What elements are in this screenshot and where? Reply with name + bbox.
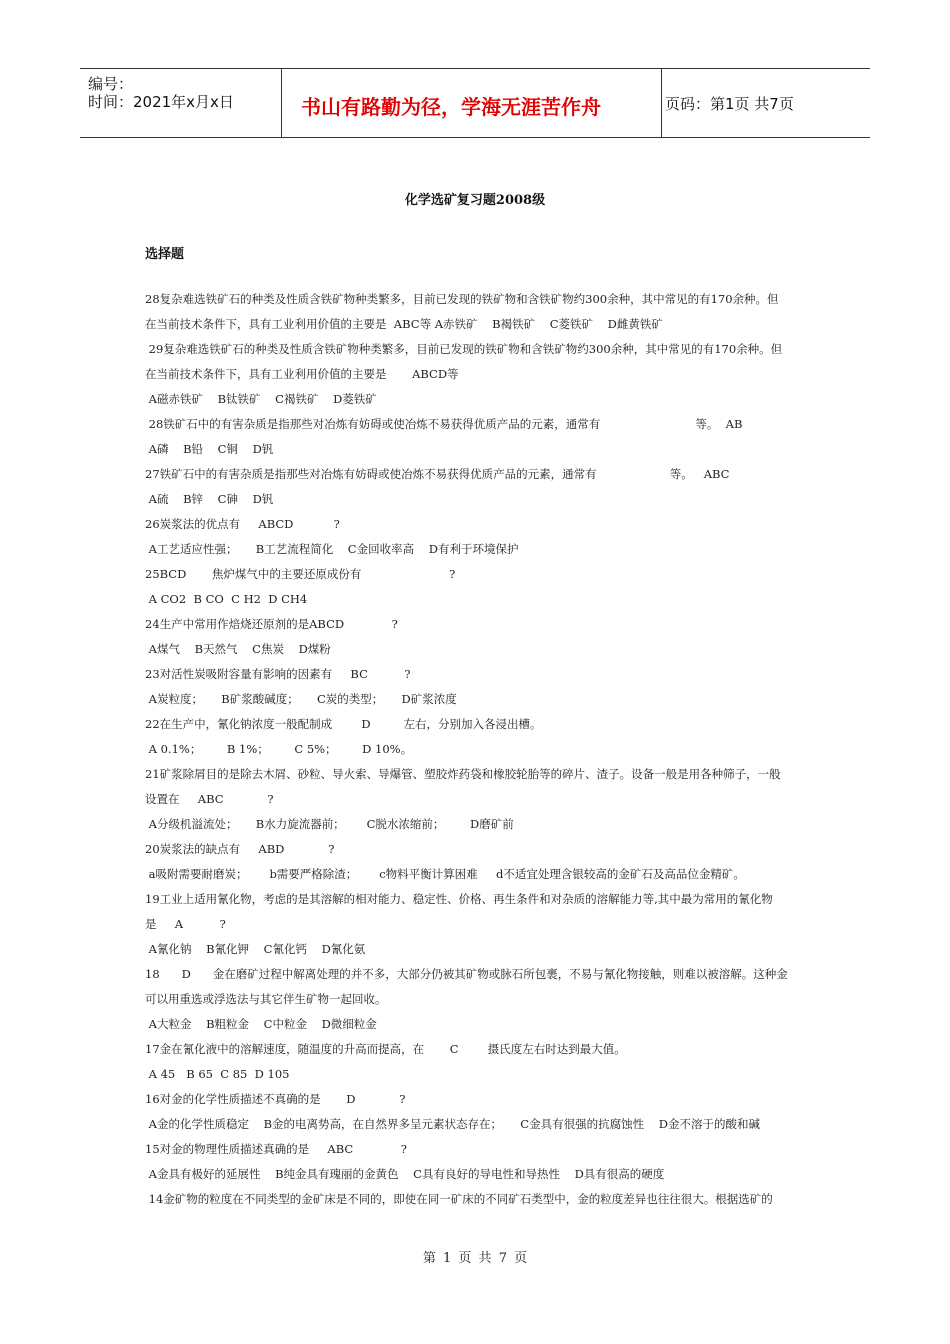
text-line: A磷 B铅 C铜 D钒 <box>145 442 274 456</box>
header-page-number: 页码：第1页 共7页 <box>665 95 794 113</box>
text-line: A氰化钠 B氰化钾 C氰化钙 D氰化氨 <box>145 942 366 956</box>
text-line: 27铁矿石中的有害杂质是指那些对冶炼有妨碍或使冶炼不易获得优质产品的元素，通常有 等。 ABC <box>145 467 730 481</box>
text-line: A CO2 B CO C H2 D CH4 <box>145 592 308 606</box>
text-line: 16对金的化学性质描述不真确的是 D ? <box>145 1092 406 1106</box>
header-info-cell <box>80 69 282 137</box>
text-line: 17金在氰化液中的溶解速度，随温度的升高而提高，在 C 摄氏度左右时达到最大值。 <box>145 1042 626 1056</box>
text-line: 25BCD 焦炉煤气中的主要还原成份有 ? <box>145 567 456 581</box>
text-line: A炭粒度； B矿浆酸碱度； C炭的类型； D矿浆浓度 <box>145 692 457 706</box>
header-motto: 书山有路勤为径，学海无涯苦作舟 <box>301 95 601 119</box>
text-line: 28铁矿石中的有害杂质是指那些对冶炼有妨碍或使冶炼不易获得优质产品的元素，通常有 等。 AB <box>145 417 743 431</box>
text-line: 28复杂难选铁矿石的种类及性质含铁矿物种类繁多，目前已发现的铁矿物和含铁矿物约300余种，其中常见的有170余种。但 <box>145 292 779 306</box>
text-line: 15对金的物理性质描述真确的是 ABC ? <box>145 1142 407 1156</box>
text-line: 21矿浆除屑目的是除去木屑、砂粒、导火索、导爆管、塑胶炸药袋和橡胶轮胎等的碎片、渣子。设备一般是用各种筛子，一般 <box>145 767 781 781</box>
text-line: 29复杂难选铁矿石的种类及性质含铁矿物种类繁多，目前已发现的铁矿物和含铁矿物约300余种，其中常见的有170余种。但 <box>145 342 783 356</box>
text-line: a吸附需要耐磨炭； b需要严格除渣； c物料平衡计算困难 d不适宜处理含银较高的金矿石及高品位金精矿。 <box>145 867 745 881</box>
text-line: 18 D 金在磨矿过程中解离处理的并不多，大部分仍被其矿物或脉石所包裹，不易与氰化物接触，则难以被溶解。这种金 <box>145 967 788 981</box>
page-footer: 第 1 页 共 7 页 <box>422 1251 528 1266</box>
header-number: 编号： <box>88 75 134 93</box>
text-line: A大粒金 B粗粒金 C中粒金 D微细粒金 <box>145 1017 377 1031</box>
text-line: 19工业上适用氰化物，考虑的是其溶解的相对能力、稳定性、价格、再生条件和对杂质的溶解能力等,其中最为常用的氰化物 <box>145 892 773 906</box>
text-line: 26炭浆法的优点有 ABCD ? <box>145 517 340 531</box>
text-line: 在当前技术条件下，具有工业利用价值的主要是 ABCD等 <box>145 367 459 381</box>
text-line: A工艺适应性强； B工艺流程简化 C金回收率高 D有利于环境保护 <box>145 542 519 556</box>
text-line: A硫 B锌 C砷 D钒 <box>145 492 274 506</box>
text-line: A 0.1%； B 1%； C 5%； D 10%。 <box>145 742 413 756</box>
text-line: A 45 B 65 C 85 D 105 <box>145 1067 290 1081</box>
header-page-cell <box>661 69 870 137</box>
text-line: 在当前技术条件下，具有工业利用价值的主要是 ABC等 A赤铁矿 B褐铁矿 C菱铁矿 D雌黄铁矿 <box>145 317 663 331</box>
text-line: 设置在 ABC ? <box>145 792 274 806</box>
text-line: 22在生产中，氰化钠浓度一般配制成 D 左右，分别加入各浸出槽。 <box>145 717 542 731</box>
header-motto-cell <box>281 69 662 137</box>
text-line: 20炭浆法的缺点有 ABD ? <box>145 842 335 856</box>
text-line: A分级机溢流处； B水力旋流器前； C脱水浓缩前； D磨矿前 <box>145 817 514 831</box>
header-date: 时间：2021年x月x日 <box>88 93 234 111</box>
document-title: 化学选矿复习题2008级 <box>404 193 546 208</box>
section-heading: 选择题 <box>145 247 185 262</box>
text-line: A煤气 B天然气 C焦炭 D煤粉 <box>145 642 331 656</box>
text-line: 24生产中常用作焙烧还原剂的是ABCD ? <box>145 617 398 631</box>
text-line: A金具有极好的延展性 B纯金具有瑰丽的金黄色 C具有良好的导电性和导热性 D具有很高的硬度 <box>145 1167 665 1181</box>
text-line: 14金矿物的粒度在不同类型的金矿床是不同的，即使在同一矿床的不同矿石类型中，金的粒度差异也往往很大。根据选矿的 <box>145 1192 773 1206</box>
page-header <box>80 68 870 138</box>
text-line: 23对活性炭吸附容量有影响的因素有 BC ? <box>145 667 411 681</box>
text-line: A金的化学性质稳定 B金的电离势高，在自然界多呈元素状态存在； C金具有很强的抗腐蚀性 D金不溶于的酸和碱 <box>145 1117 760 1131</box>
text-line: A磁赤铁矿 B钛铁矿 C褐铁矿 D菱铁矿 <box>145 392 377 406</box>
text-line: 是 A ? <box>145 917 226 931</box>
text-line: 可以用重选或浮选法与其它伴生矿物一起回收。 <box>145 992 387 1006</box>
